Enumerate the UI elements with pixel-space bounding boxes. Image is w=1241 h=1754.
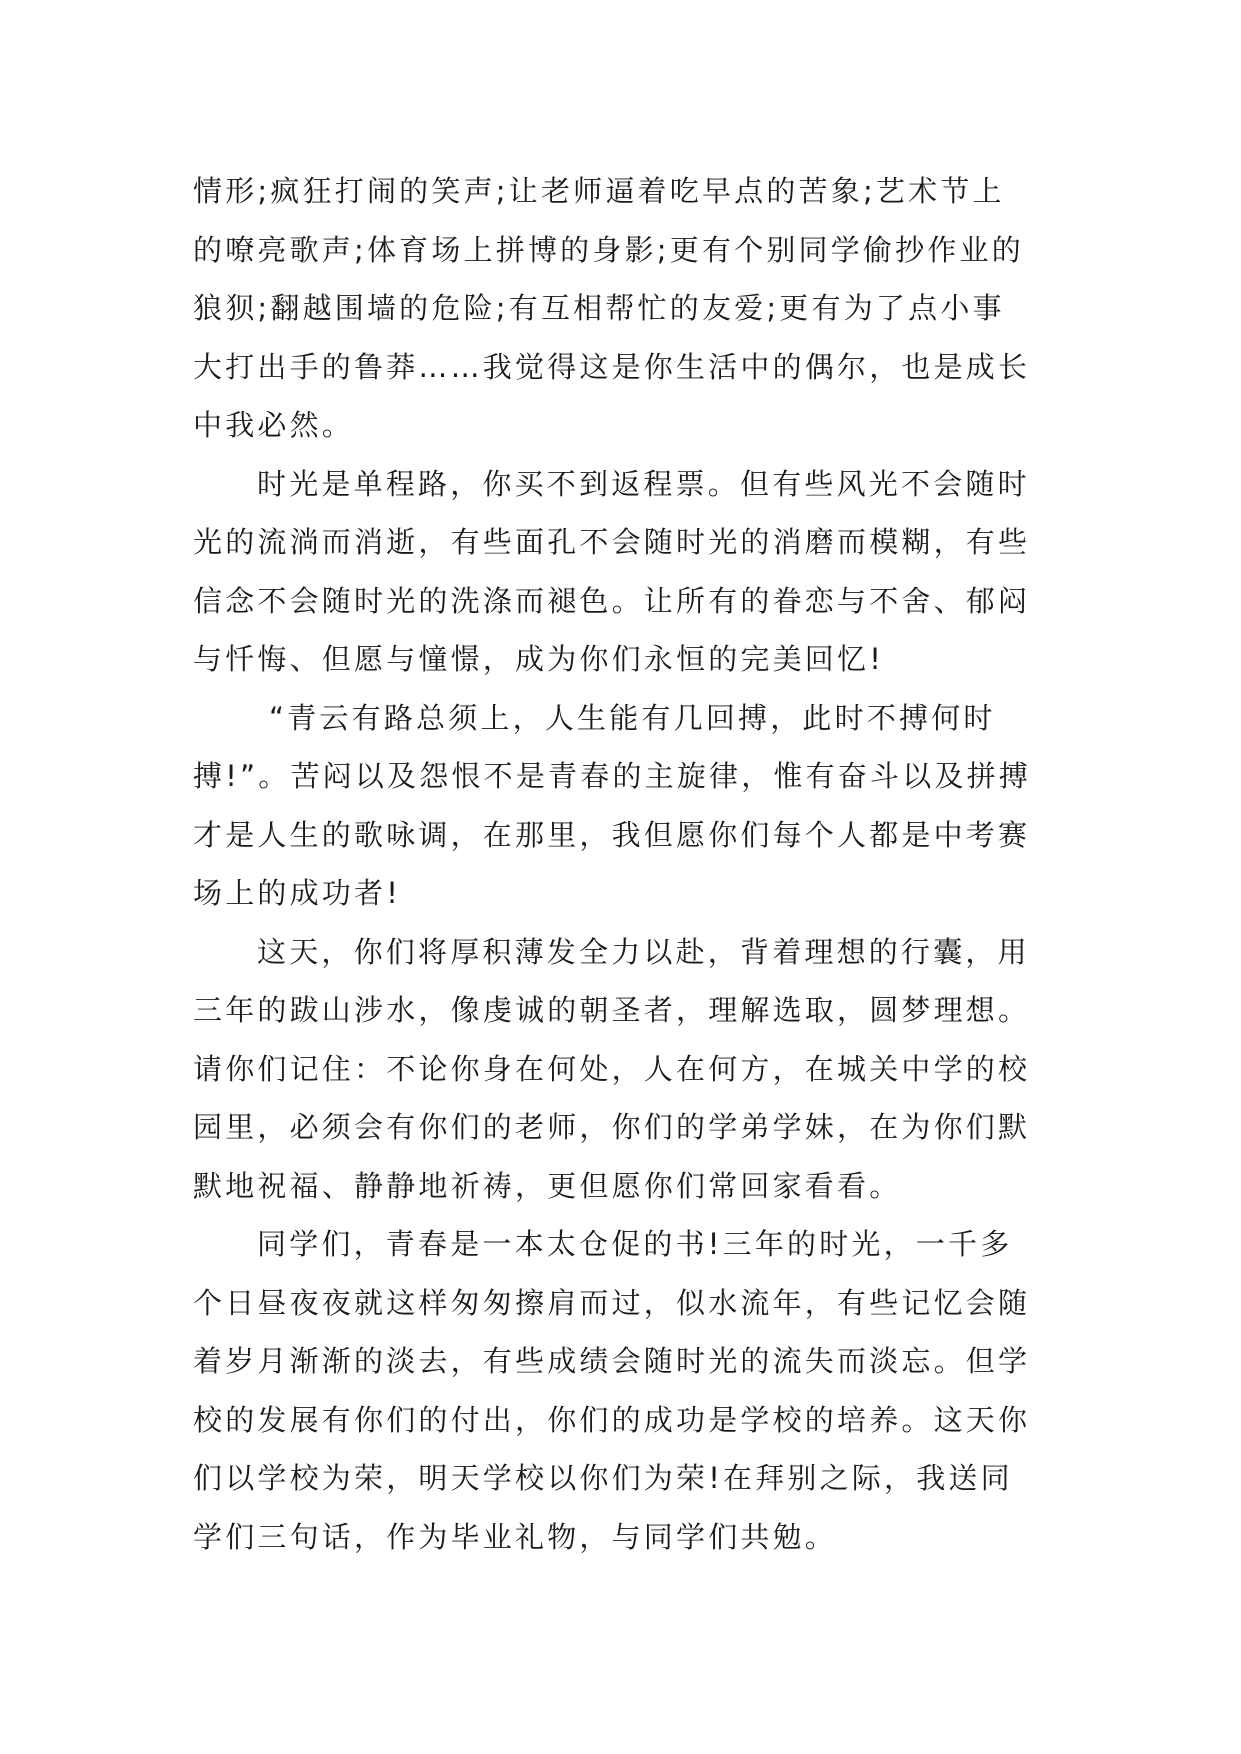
text-line: 的嘹亮歌声;体育场上拼博的身影;更有个别同学偷抄作业的	[193, 232, 1024, 267]
text-line: 学们三句话，作为毕业礼物，与同学们共勉。	[193, 1519, 838, 1554]
text-line: 默地祝福、静静地祈祷，更但愿你们常回家看看。	[193, 1168, 902, 1203]
document-body	[193, 162, 1073, 1566]
text-line: 与忏悔、但愿与憧憬，成为你们永恒的完美回忆!	[193, 642, 885, 676]
text-line: 请你们记住：不论你身在何处，人在何方，在城关中学的校	[193, 1051, 1031, 1086]
paragraph-first-line: 这天，你们将厚积薄发全力以赴，背着理想的行囊，用	[257, 934, 1030, 969]
text-line: 狼狈;翻越围墙的危险;有互相帮忙的友爱;更有为了点小事	[193, 291, 1005, 325]
text-line: 光的流淌而消逝，有些面孔不会随时光的消磨而模糊，有些	[193, 525, 1031, 559]
text-line: 园里，必须会有你们的老师，你们的学弟学妹，在为你们默	[193, 1110, 1031, 1144]
text-line: 中我必然。	[193, 408, 355, 442]
text-line: 场上的成功者!	[193, 876, 402, 910]
paragraph-first-line: 同学们，青春是一本太仓促的书!三年的时光，一千多	[257, 1227, 1013, 1261]
quote-first-line: “青云有路总须上，人生能有几回搏，此时不搏何时	[269, 700, 996, 735]
text-line: 们以学校为荣，明天学校以你们为荣!在拜别之际，我送同	[193, 1461, 1013, 1495]
text-line: 个日昼夜夜就这样匆匆擦肩而过，似水流年，有些记忆会随	[193, 1285, 1031, 1320]
text-line: 才是人生的歌咏调，在那里，我但愿你们每个人都是中考赛	[193, 817, 1031, 852]
text-line: 搏!”。苦闷以及怨恨不是青春的主旋律，惟有奋斗以及拼搏	[193, 759, 1032, 793]
text-line: 大打出手的鲁莽……我觉得这是你生活中的偶尔，也是成长	[193, 349, 1031, 384]
text-line: 三年的跋山涉水，像虔诚的朝圣者，理解选取，圆梦理想。	[193, 993, 1031, 1027]
text-line: 情形;疯狂打闹的笑声;让老师逼着吃早点的苦象;艺术节上	[193, 174, 1005, 208]
paragraph-first-line: 时光是单程路，你买不到返程票。但有些风光不会随时	[257, 466, 1030, 501]
text-line: 校的发展有你们的付出，你们的成功是学校的培养。这天你	[193, 1402, 1031, 1437]
text-line: 着岁月渐渐的淡去，有些成绩会随时光的流失而淡忘。但学	[193, 1344, 1031, 1378]
text-line: 信念不会随时光的洗涤而褪色。让所有的眷恋与不舍、郁闷	[193, 583, 1031, 618]
